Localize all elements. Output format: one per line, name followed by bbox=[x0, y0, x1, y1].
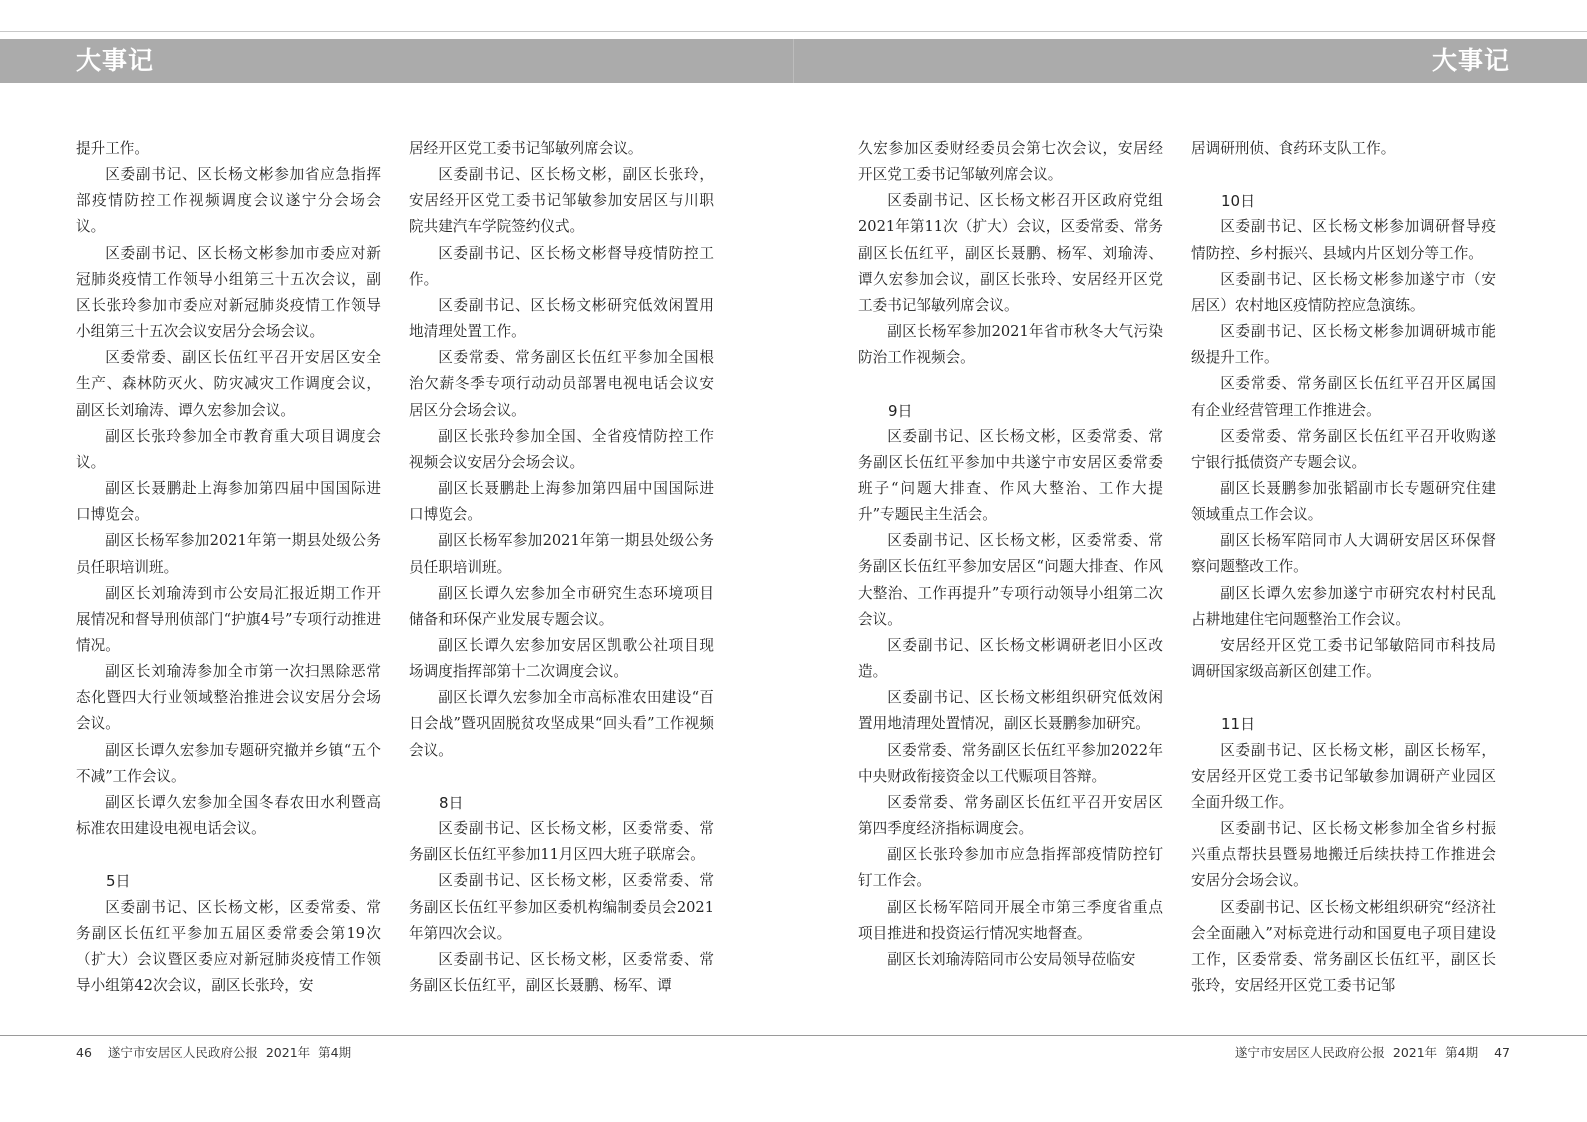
paragraph: 副区长聂鹏参加张韬副市长专题研究住建领域重点工作会议。 bbox=[1191, 480, 1496, 524]
paragraph: 区委副书记、区长杨文彬参加省应急指挥部疫情防控工作视频调度会议遂宁分会场会议。 bbox=[76, 166, 381, 236]
paragraph: 区委常委、常务副区长伍红平参加2022年中央财政衔接资金以工代赈项目答辩。 bbox=[858, 741, 1163, 785]
paragraph: 副区长聂鹏赴上海参加第四届中国国际进口博览会。 bbox=[76, 480, 381, 524]
left-section-title: 大事记 bbox=[76, 46, 155, 75]
paragraph: 区委副书记、区长杨文彬研究低效闲置用地清理处置工作。 bbox=[409, 296, 714, 341]
page-header-band bbox=[0, 39, 1587, 83]
paragraph: 区委常委、常务副区长伍红平召开收购遂宁银行抵债资产专题会议。 bbox=[1191, 427, 1496, 471]
paragraph: 副区长谭久宏参加全市高标准农田建设“百日会战”暨巩固脱贫攻坚成果“回头看”工作视频会议。 bbox=[409, 689, 714, 759]
paragraph: 安居经开区党工委书记邹敏陪同市科技局调研国家级高新区创建工作。 bbox=[1191, 636, 1496, 681]
top-rule bbox=[0, 31, 1587, 32]
paragraph: 区委副书记、区长杨文彬调研老旧小区改造。 bbox=[858, 636, 1163, 681]
paragraph: 区委副书记、区长杨文彬，区委常委、常务副区长伍红平参加中共遂宁市安居区委常委班子“问题大排查、作风大整治、工作大提升”专题民主生活会。 bbox=[858, 427, 1163, 524]
paragraph: 区委副书记、区长杨文彬组织研究低效闲置用地清理处置情况，副区长聂鹏参加研究。 bbox=[858, 689, 1163, 733]
left-page-number: 46 bbox=[76, 1045, 92, 1060]
paragraph: 副区长谭久宏参加安居区凯歌公社项目现场调度指挥部第十二次调度会议。 bbox=[409, 636, 714, 681]
paragraph: 区委副书记、区长杨文彬，区委常委、常务副区长伍红平参加五届区委常委会第19次（扩大）会议暨区委应对新冠肺炎疫情工作领导小组第42次会议，副区长张玲，安 bbox=[76, 898, 381, 994]
paragraph: 居调研刑侦、食药环支队工作。 bbox=[1191, 140, 1396, 157]
date-heading: 5日 bbox=[106, 872, 131, 891]
right-footer-text: 遂宁市安居区人民政府公报 2021年 第4期 bbox=[1234, 1045, 1479, 1060]
paragraph: 副区长刘瑜涛参加全市第一次扫黑除恶常态化暨四大行业领域整治推进会议安居分会场会议。 bbox=[76, 663, 381, 733]
bottom-rule bbox=[0, 1035, 1587, 1036]
paragraph: 副区长张玲参加全市教育重大项目调度会议。 bbox=[76, 427, 381, 471]
paragraph: 副区长谭久宏参加全国冬春农田水利暨高标准农田建设电视电话会议。 bbox=[76, 793, 381, 838]
paragraph: 副区长杨军陪同开展全市第三季度省重点项目推进和投资运行情况实地督查。 bbox=[858, 898, 1163, 942]
paragraph: 副区长谭久宏参加遂宁市研究农村村民乱占耕地建住宅问题整治工作会议。 bbox=[1191, 584, 1496, 628]
paragraph: 区委副书记、区长杨文彬，副区长杨军，安居经开区党工委书记邹敏参加调研产业园区全面升级工作。 bbox=[1191, 741, 1496, 811]
paragraph: 副区长谭久宏参加全市研究生态环境项目储备和环保产业发展专题会议。 bbox=[409, 584, 714, 628]
paragraph: 区委副书记、区长杨文彬，副区长张玲，安居经开区党工委书记邹敏参加安居区与川职院共建汽车学院签约仪式。 bbox=[409, 166, 714, 236]
left-footer bbox=[76, 1045, 351, 1061]
right-section-title: 大事记 bbox=[1431, 46, 1510, 75]
paragraph: 提升工作。 bbox=[76, 140, 149, 157]
paragraph: 副区长张玲参加全国、全省疫情防控工作视频会议安居分会场会议。 bbox=[409, 427, 714, 471]
paragraph: 区委副书记、区长杨文彬参加调研督导疫情防控、乡村振兴、县域内片区划分等工作。 bbox=[1191, 218, 1496, 262]
right-footer bbox=[1235, 1045, 1510, 1061]
paragraph: 副区长杨军参加2021年第一期县处级公务员任职培训班。 bbox=[409, 532, 714, 576]
text-column-3 bbox=[858, 136, 1163, 973]
paragraph: 区委副书记、区长杨文彬参加遂宁市（安居区）农村地区疫情防控应急演练。 bbox=[1191, 270, 1496, 314]
date-heading: 10日 bbox=[1221, 192, 1256, 211]
paragraph: 区委副书记、区长杨文彬，区委常委、常务副区长伍红平，副区长聂鹏、杨军、谭 bbox=[409, 950, 714, 994]
paragraph: 区委副书记、区长杨文彬，区委常委、常务副区长伍红平参加11月区四大班子联席会。 bbox=[409, 820, 714, 864]
paragraph: 区委副书记、区长杨文彬督导疫情防控工作。 bbox=[409, 244, 714, 288]
paragraph: 副区长杨军陪同市人大调研安居区环保督察问题整改工作。 bbox=[1191, 532, 1496, 576]
paragraph: 副区长杨军参加2021年第一期县处级公务员任职培训班。 bbox=[76, 532, 381, 576]
paragraph: 区委副书记、区长杨文彬，区委常委、常务副区长伍红平参加区委机构编制委员会2021年第四次会议。 bbox=[409, 872, 714, 942]
paragraph: 区委副书记、区长杨文彬召开区政府党组2021年第11次（扩大）会议，区委常委、常务副区长伍红平，副区长聂鹏、杨军、刘瑜涛、谭久宏参加会议，副区长张玲、安居经开区党工委书记邹敏列席会议。 bbox=[858, 192, 1163, 314]
paragraph: 区委常委、常务副区长伍红平召开区属国有企业经营管理工作推进会。 bbox=[1191, 375, 1496, 419]
paragraph: 副区长杨军参加2021年省市秋冬大气污染防治工作视频会。 bbox=[858, 323, 1163, 367]
paragraph: 副区长刘瑜涛陪同市公安局领导莅临安 bbox=[887, 950, 1136, 968]
paragraph: 区委常委、副区长伍红平召开安居区安全生产、森林防灭火、防灾减灾工作调度会议，副区长刘瑜涛、谭久宏参加会议。 bbox=[76, 349, 381, 419]
text-column-1 bbox=[76, 136, 381, 999]
paragraph: 副区长刘瑜涛到市公安局汇报近期工作开展情况和督导刑侦部门“护旗4号”专项行动推进情况。 bbox=[76, 584, 381, 654]
spread-gutter bbox=[793, 39, 794, 83]
paragraph: 区委常委、常务副区长伍红平参加全国根治欠薪冬季专项行动动员部署电视电话会议安居区分会场会议。 bbox=[409, 349, 714, 419]
text-column-2 bbox=[409, 136, 714, 999]
paragraph: 居经开区党工委书记邹敏列席会议。 bbox=[409, 140, 643, 157]
right-page-number: 47 bbox=[1494, 1045, 1510, 1060]
paragraph: 区委副书记、区长杨文彬组织研究“经济社会全面融入”对标竞进行动和国夏电子项目建设工作，区委常委、常务副区长伍红平，副区长张玲，安居经开区党工委书记邹 bbox=[1191, 898, 1496, 994]
paragraph: 区委副书记、区长杨文彬参加市委应对新冠肺炎疫情工作领导小组第三十五次会议，副区长张玲参加市委应对新冠肺炎疫情工作领导小组第三十五次会议安居分会场会议。 bbox=[76, 244, 381, 341]
paragraph: 区委副书记、区长杨文彬，区委常委、常务副区长伍红平参加安居区“问题大排查、作风大整治、工作再提升”专项行动领导小组第二次会议。 bbox=[858, 532, 1163, 628]
left-footer-text: 遂宁市安居区人民政府公报 2021年 第4期 bbox=[107, 1045, 352, 1060]
paragraph: 区委常委、常务副区长伍红平召开安居区第四季度经济指标调度会。 bbox=[858, 793, 1163, 838]
paragraph: 副区长谭久宏参加专题研究撤并乡镇“五个不减”工作会议。 bbox=[76, 741, 381, 785]
date-heading: 9日 bbox=[888, 401, 913, 420]
date-heading: 11日 bbox=[1221, 715, 1256, 734]
paragraph: 区委副书记、区长杨文彬参加全省乡村振兴重点帮扶县暨易地搬迁后续扶持工作推进会安居分会场会议。 bbox=[1191, 820, 1496, 890]
paragraph: 副区长聂鹏赴上海参加第四届中国国际进口博览会。 bbox=[409, 480, 714, 524]
date-heading: 8日 bbox=[439, 793, 464, 812]
paragraph: 久宏参加区委财经委员会第七次会议，安居经开区党工委书记邹敏列席会议。 bbox=[858, 140, 1163, 184]
text-column-4 bbox=[1191, 136, 1496, 999]
paragraph: 区委副书记、区长杨文彬参加调研城市能级提升工作。 bbox=[1191, 323, 1496, 367]
paragraph: 副区长张玲参加市应急指挥部疫情防控钉钉工作会。 bbox=[858, 846, 1163, 890]
